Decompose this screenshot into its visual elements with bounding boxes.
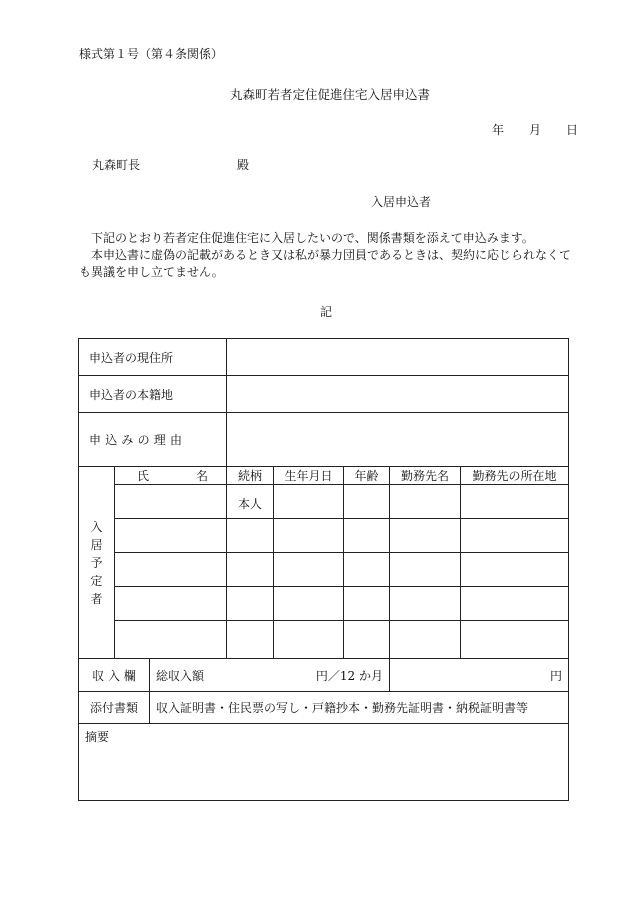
occupant-name-cell[interactable] <box>115 553 227 587</box>
occupant-employer-address-cell[interactable] <box>461 553 569 587</box>
occupant-birthdate-cell[interactable] <box>274 621 344 659</box>
occupant-age-cell[interactable] <box>344 621 390 659</box>
occupant-name-cell[interactable] <box>115 519 227 553</box>
occupant-employer-cell[interactable] <box>390 587 461 621</box>
yen-label: 円 <box>550 668 563 683</box>
occupant-employer-cell[interactable] <box>390 553 461 587</box>
total-income-cell[interactable] <box>150 659 390 692</box>
applicant-label: 入居申込者 <box>371 195 432 209</box>
occupant-employer-cell[interactable] <box>390 519 461 553</box>
income-label: 収 入 欄 <box>79 659 150 692</box>
addressee-name: 丸森町長 <box>92 158 141 172</box>
application-table <box>78 338 569 801</box>
form-title: 丸森町若者定住促進住宅入居申込書 <box>230 87 431 102</box>
occupant-name-cell[interactable] <box>115 485 227 519</box>
occupant-relation-cell[interactable] <box>227 587 274 621</box>
body-text <box>79 230 579 281</box>
col-employer-address: 勤務先の所在地 <box>461 467 569 485</box>
domicile-field[interactable] <box>227 376 569 413</box>
addressee-honorific: 殿 <box>237 158 250 172</box>
occupants-char: 者 <box>90 591 103 606</box>
reason-field[interactable] <box>227 413 569 467</box>
col-name-2: 名 <box>195 469 208 483</box>
form-number: 様式第１号（第４条関係） <box>79 47 224 61</box>
col-name-1: 氏 <box>137 469 150 483</box>
occupant-relation-self: 本人 <box>227 485 274 519</box>
body-line-1: 下記のとおり若者定住促進住宅に入居したいので、関係書類を添えて申込みます。 <box>91 231 534 245</box>
col-name-header <box>115 467 227 485</box>
attachments-value: 収入証明書・住民票の写し・戸籍抄本・勤務先証明書・納税証明書等 <box>150 692 569 724</box>
date-day: 日 <box>566 123 579 137</box>
occupant-row <box>79 485 569 519</box>
occupant-birthdate-cell[interactable] <box>274 553 344 587</box>
occupants-char: 入 <box>90 519 103 534</box>
occupant-row <box>79 553 569 587</box>
occupant-birthdate-cell[interactable] <box>274 587 344 621</box>
reason-label: 申込みの理由 <box>79 413 227 467</box>
occupant-row <box>79 519 569 553</box>
col-employer: 勤務先名 <box>390 467 461 485</box>
occupant-birthdate-cell[interactable] <box>274 485 344 519</box>
yen-cell[interactable] <box>390 659 569 692</box>
occupant-employer-address-cell[interactable] <box>461 485 569 519</box>
ki-heading: 記 <box>320 305 333 319</box>
body-line-2: 本申込書に虚偽の記載があるとき又は私が暴力団員であるときは、契約に応じられなくても異議を申し立てません。 <box>79 248 572 279</box>
occupants-char: 予 <box>90 555 103 570</box>
occupant-age-cell[interactable] <box>344 519 390 553</box>
occupant-relation-cell[interactable] <box>227 621 274 659</box>
occupant-employer-address-cell[interactable] <box>461 587 569 621</box>
attachments-label: 添付書類 <box>79 692 150 724</box>
occupant-row <box>79 621 569 659</box>
occupant-name-cell[interactable] <box>115 621 227 659</box>
current-address-field[interactable] <box>227 339 569 376</box>
occupants-char: 定 <box>90 573 103 588</box>
occupant-row <box>79 587 569 621</box>
current-address-label: 申込者の現住所 <box>79 339 227 376</box>
domicile-label: 申込者の本籍地 <box>79 376 227 413</box>
col-age: 年齢 <box>344 467 390 485</box>
occupants-label <box>79 467 115 659</box>
occupant-birthdate-cell[interactable] <box>274 519 344 553</box>
occupant-name-cell[interactable] <box>115 587 227 621</box>
col-relation: 続柄 <box>227 467 274 485</box>
occupant-employer-address-cell[interactable] <box>461 621 569 659</box>
occupant-age-cell[interactable] <box>344 485 390 519</box>
occupant-relation-cell[interactable] <box>227 553 274 587</box>
occupant-employer-cell[interactable] <box>390 485 461 519</box>
occupant-employer-cell[interactable] <box>390 621 461 659</box>
occupant-relation-cell[interactable] <box>227 519 274 553</box>
date-year: 年 <box>492 123 505 137</box>
occupant-age-cell[interactable] <box>344 587 390 621</box>
col-birthdate: 生年月日 <box>274 467 344 485</box>
total-income-label: 総収入額 <box>156 668 205 683</box>
occupant-age-cell[interactable] <box>344 553 390 587</box>
memo-cell[interactable] <box>79 724 569 801</box>
memo-label: 摘要 <box>85 730 110 744</box>
occupant-employer-address-cell[interactable] <box>461 519 569 553</box>
date-month: 月 <box>529 123 542 137</box>
per-months-label: 円／12 か月 <box>315 668 383 683</box>
occupants-char: 居 <box>90 537 103 552</box>
